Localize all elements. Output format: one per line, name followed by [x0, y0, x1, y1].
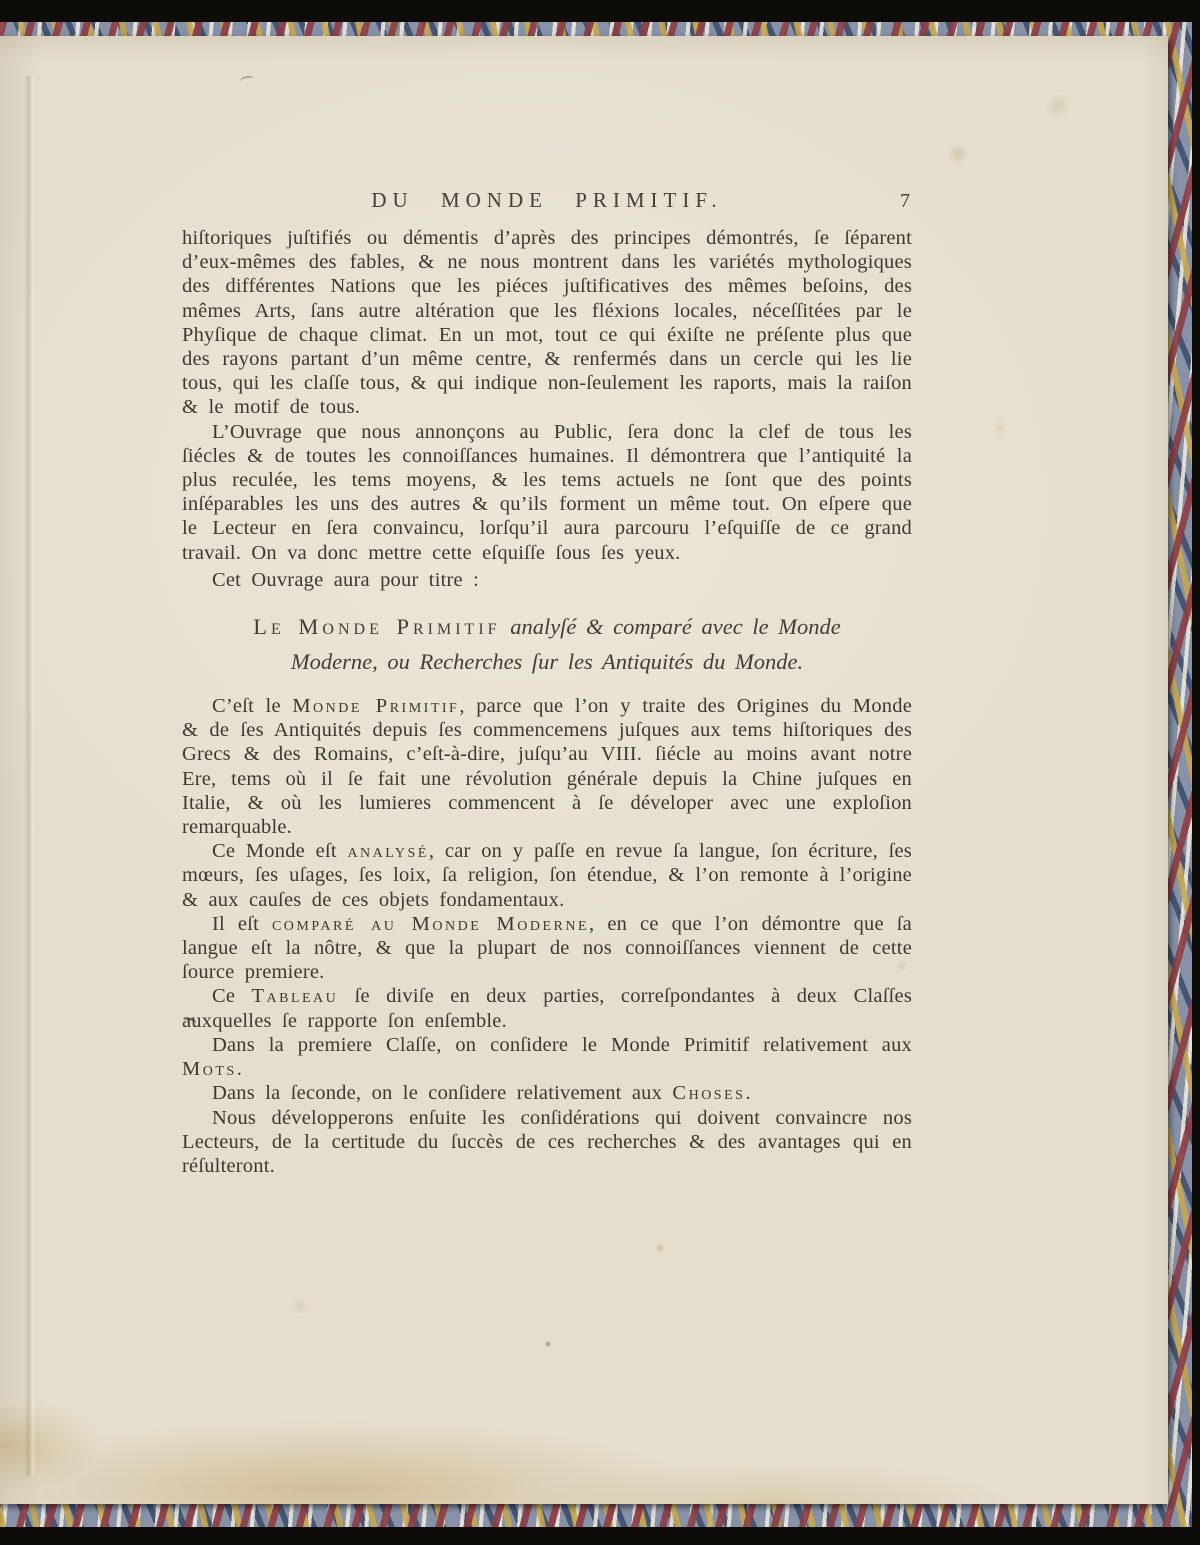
- text-run: Choses: [672, 1082, 746, 1105]
- text-run: L’Ouvrage que nous annonçons au Public, ſera donc la clef de tous les ſiécles & de toutes les connoiſſances humaines. Il démontrera que l’antiquité la plus reculée, les tems moyens, & les tems actuels ne ſont que des points inſéparables les uns des autres & qu’ils forment un même tout. On eſpere que le Lecteur en ſera convaincu, lorſqu’il aura parcouru l’eſquiſſe de ce grand travail. On va donc mettre cette eſquiſſe ſous ſes yeux.: [182, 420, 912, 564]
- text-run: , parce que l’on y traite des Origines du Monde & de ſes Antiquités depuis ſes commencemens juſques aux tems hiſtoriques des Grecs & des Romains, c’eſt-à-dire, juſqu’au VIII. ſiécle au moins avant notre Ere, tems où il ſe fait une révolution générale depuis la Chine juſques en Italie, & où les lumieres commencent à ſe déveloper avec une exploſion remarquable.: [182, 695, 913, 839]
- text-run: , en ce que l’on démontre que ſa langue eſt la nôtre, & que la plupart de nos connoiſſances viennent de cette ſource premiere.: [182, 912, 912, 984]
- text-run: Il eſt: [212, 912, 272, 935]
- text-run: C’eſt le: [212, 695, 293, 718]
- body-paragraph-10: [182, 1106, 912, 1179]
- body-paragraph-2: [182, 420, 912, 565]
- text-run: Tableau: [251, 985, 339, 1008]
- text-run: Mots: [182, 1058, 237, 1081]
- body-paragraph-7: [182, 984, 912, 1032]
- body-paragraph-8: [182, 1033, 912, 1081]
- body-paragraph-4: [182, 694, 912, 839]
- body-paragraph-9: [182, 1081, 912, 1105]
- text-run: Ce: [212, 985, 252, 1008]
- body-paragraph-1: [182, 226, 912, 420]
- text-run: .: [745, 1082, 751, 1105]
- text-run: hiſtoriques juſtifiés ou démentis d’après des principes démontrés, ſe ſéparent d’eux-mêmes des fables, & ne nous montrent dans les variétés mythologiques des différentes Nations que les piéces juſtificatives des mêmes beſoins, des mêmes Arts, ſans autre altération que les fléxions locales, néceſſitées par le Phyſique de chaque climat. En un mot, tout ce qui éxiſte ne préſente plus que des rayons partant d’un même centre, & renfermés dans un cercle qui les lie tous, qui les claſſe tous, & qui indique non-ſeulement les raports, mais la raiſon & le motif de tous.: [182, 227, 912, 419]
- text-run: Dans la ſeconde, on le conſidere relativement aux: [212, 1082, 673, 1105]
- text-run: Cet Ouvrage aura pour titre :: [212, 568, 480, 591]
- work-title-block: [182, 609, 912, 679]
- text-run: Dans la premiere Claſſe, on conſidere le Monde Primitif relativement aux: [212, 1033, 912, 1056]
- text-run: analyſé & comparé avec le Monde: [500, 614, 841, 640]
- work-title-line-2: [182, 644, 912, 679]
- text-run: Le Monde Primitif: [253, 614, 501, 640]
- page-fold-crease: [24, 76, 36, 1476]
- text-run: .: [236, 1058, 243, 1081]
- body-paragraph-5: [182, 839, 912, 912]
- text-run: , car on y paſſe en revue ſa langue, ſon écriture, ſes mœurs, ſes uſages, ſes loix, ſa religion, ſon étendue, & l’on remonte à l’origine & aux cauſes de ces objets fondamentaux.: [182, 840, 912, 911]
- text-run: analysé: [347, 840, 429, 863]
- book-page: [0, 36, 1168, 1504]
- text-column: [182, 186, 912, 1178]
- body-paragraph-3: [182, 568, 912, 592]
- text-run: comparé au Monde Moderne: [271, 912, 590, 935]
- work-title-line-1: [182, 609, 912, 644]
- header-title: DU MONDE PRIMITIF.: [371, 188, 723, 212]
- text-run: Moderne, ou Recherches ſur les Antiquités du Monde.: [290, 649, 804, 675]
- text-run: ſe diviſe en deux parties, correſpondantes à deux Claſſes auxquelles ſe rapporte ſon enſemble.: [182, 985, 912, 1032]
- pencil-margin-mark: [239, 75, 255, 87]
- page-number: 7: [900, 190, 910, 212]
- text-run: Nous développerons enſuite les conſidérations qui doivent convaincre nos Lecteurs, de la certitude du ſuccès de ces recherches & des avantages qui en réſulteront.: [182, 1106, 912, 1177]
- running-header: [182, 186, 912, 214]
- body-paragraph-6: [182, 912, 912, 985]
- text-run: Ce Monde eſt: [212, 840, 348, 863]
- text-run: Monde Primitif: [292, 695, 460, 718]
